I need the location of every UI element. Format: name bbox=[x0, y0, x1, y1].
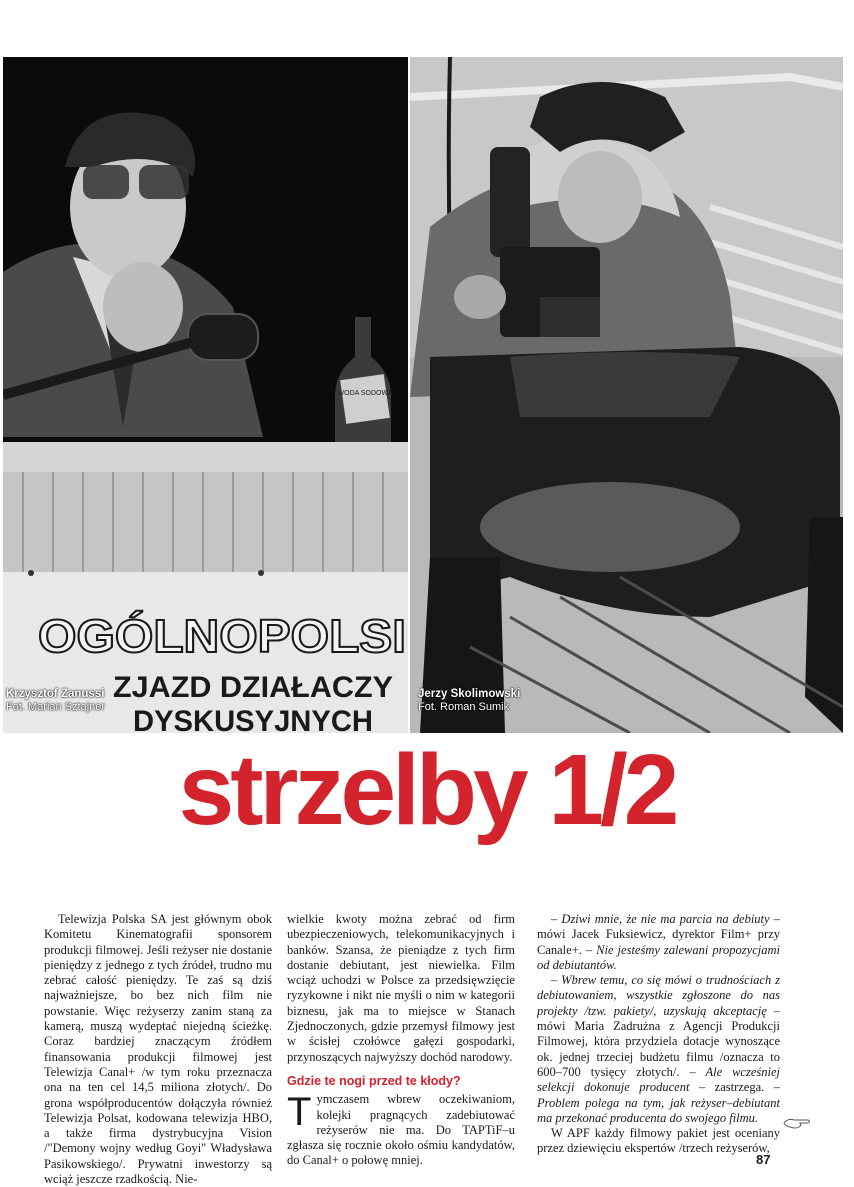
article-headline: strzelby 1/2 bbox=[178, 734, 676, 846]
banner-line-2: ZJAZD DZIAŁACZY bbox=[113, 671, 393, 704]
skolimowski-photo-illustration bbox=[410, 57, 843, 733]
photo-caption-right bbox=[418, 688, 520, 714]
caption-credit: Fot. Roman Sumik bbox=[418, 701, 510, 713]
banner-line-1: OGÓLNOPOLSI bbox=[38, 610, 406, 662]
banner-line-3: DYSKUSYJNYCH bbox=[133, 705, 373, 733]
drop-cap: T bbox=[287, 1090, 312, 1135]
caption-name: Krzysztof Zanussi bbox=[6, 688, 105, 700]
quote-text: – Wbrew temu, co się mówi o trudnościach z debiutowaniem, wszystkie zgłoszone do nas projekty /tzw. pakiety/, uzyskują akceptację bbox=[537, 973, 780, 1018]
paragraph: W APF każdy filmowy pakiet jest oceniany przez dziewięciu ekspertów /trzech reżyserów, bbox=[537, 1126, 780, 1156]
quote-text: – Dziwi mnie, że nie ma parcia na debiuty – bbox=[551, 912, 780, 926]
photo-zanussi bbox=[3, 57, 408, 733]
page-number: 87 bbox=[756, 1152, 771, 1167]
quote-text: – Nie jesteśmy zalewani propozycjami od debiutantów. bbox=[537, 942, 780, 972]
paragraph bbox=[537, 912, 780, 973]
paragraph-with-dropcap bbox=[287, 1092, 515, 1168]
paragraph-text: ymczasem wbrew oczekiwaniom, kolejki pragnących zadebiutować reżyserów nie ma. Do TAPTiF–u zgłasza się rocznie około ośmiu kandydatów, do Canal+ o połowę mniej. bbox=[287, 1092, 515, 1168]
caption-credit: Fot. Marian Sztajner bbox=[6, 701, 106, 713]
paragraph bbox=[537, 973, 780, 1126]
photo-skolimowski bbox=[410, 57, 843, 733]
attribution-text: – mówi Maria Zadrużna z Agencji Produkcji Filmowej, która przydziela dotacje wynoszące ok. jednej trzeciej budżetu filmu /oznacza to 600–700 tysięcy złotych/. bbox=[537, 1003, 780, 1079]
caption-name: Jerzy Skolimowski bbox=[418, 688, 521, 700]
section-subheading: Gdzie te nogi przed te kłody? bbox=[287, 1073, 461, 1088]
attribution-text: – zastrzega. bbox=[689, 1080, 774, 1095]
attribution-text: mówi Jacek Fuksiewicz, dyrektor Film+ przy Canale+. bbox=[537, 927, 780, 957]
paragraph: wielkie kwoty można zebrać od firm ubezpieczeniowych, telekomunikacyjnych i banków. Szansa, że pieniądze z tych firm dostanie debiutant, jest niewielka. Film wciąż uchodzi w Polsce za przedsięwzięcie ryzykowne i nikt nie myśli o nim w kategorii biznesu, jak ma to miejsce w Stanach Zjednoczonych, gdzie przemysł filmowy jest w ścisłej czołówce gałęzi gospodarki, przynoszących najwyższy dochód narodowy. bbox=[287, 912, 515, 1064]
quote-text: – Problem polega na tym, jak reżyser–debiutant ma przekonać producenta do swojego filmu. bbox=[537, 1080, 780, 1125]
quote-text: – Ale wcześniej selekcji dokonuje producent bbox=[537, 1064, 780, 1095]
pointing-hand-icon bbox=[782, 1114, 812, 1132]
bottle-label-text: WODA SODOWA bbox=[337, 390, 393, 397]
text-column-2 bbox=[287, 912, 515, 1169]
zanussi-photo-illustration bbox=[3, 57, 408, 733]
photo-caption-left bbox=[6, 688, 105, 714]
text-column-3 bbox=[537, 912, 780, 1157]
text-column-1 bbox=[44, 912, 272, 1187]
paragraph: Telewizja Polska SA jest głównym obok Komitetu Kinematografii sponsorem produkcji filmowej. Jeśli reżyser nie dostanie pieniędzy z jednego z tych źródeł, trudno mu zebrać całość pieniędzy. Te zaś są dziś najważniejsze, bo bez nich film nie powstanie. Więc reżyserzy zanim staną za kamerą, muszą wydeptać niejedną ścieżkę. Coraz bardziej znaczącym źródłem finansowania produkcji filmowej jest Telewizja Canal+ /w tym roku przeznacza ona na ten cel 14,5 miliona złotych/. Do grona współproducentów dołączyła również Telewizja Polsat, kodowana telewizja HBO, a także firma dystrybucyjna Vision /"Demony wojny według Goyi" Władysława Pasikowskiego/. Prywatni inwestorzy są wciąż jeszcze rzadkością. Nie- bbox=[44, 912, 272, 1187]
